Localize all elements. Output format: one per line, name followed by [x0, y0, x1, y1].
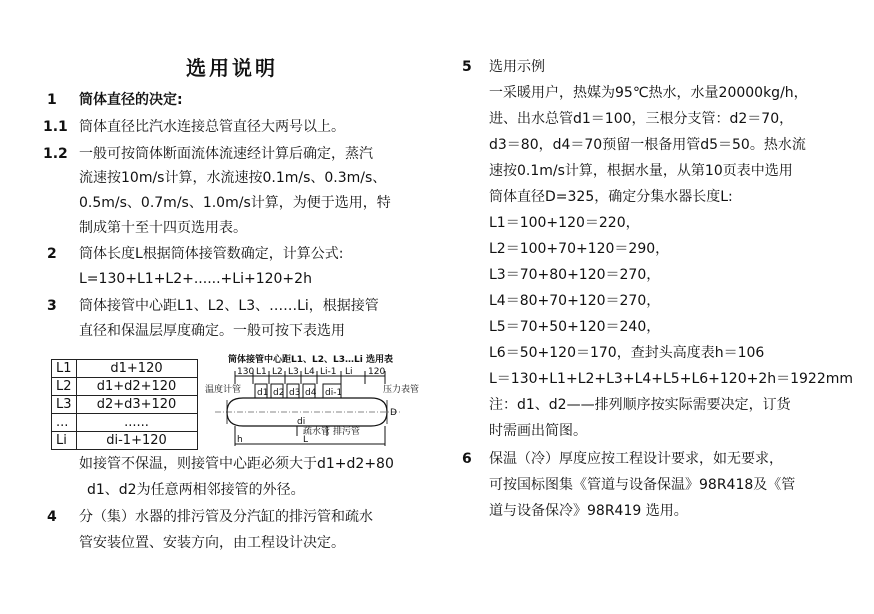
- dim-label: L1: [256, 367, 267, 377]
- page-title: 选用说明: [186, 56, 278, 80]
- pressure-gauge-pipe-label: 压力表管: [383, 385, 420, 395]
- section-1-2-line: 制成第十至十四页选用表。: [79, 220, 247, 236]
- insulation-note-line: d1、d2为任意两相邻接管的外径。: [87, 482, 305, 498]
- spacing-table: [51, 359, 198, 450]
- table-cell-value: ......: [76, 414, 197, 432]
- dim-label: Li: [345, 367, 353, 377]
- section-1-2-line: 一般可按筒体断面流体流速经计算后确定，蒸汽: [79, 146, 373, 162]
- pipe-label: d2: [273, 388, 285, 398]
- table-row: [52, 432, 198, 450]
- section-3-number: 3: [47, 298, 57, 314]
- dim-label: L2: [272, 367, 283, 377]
- note-line: 时需画出简图。: [489, 423, 587, 439]
- table-cell-value: d2+d3+120: [76, 396, 197, 414]
- drain-pipe-label: 疏水管: [303, 427, 331, 437]
- section-1-2-number: 1.2: [43, 146, 68, 162]
- section-3-line: 筒体接管中心距L1、L2、L3、……Li，根据接管: [79, 298, 379, 314]
- section-2-formula: L=130+L1+L2+......+Li+120+2h: [79, 271, 312, 287]
- section-1-1-number: 1.1: [43, 119, 68, 135]
- section-2-number: 2: [47, 246, 57, 262]
- table-cell-key: L2: [52, 378, 77, 396]
- calc-line: L3＝70+80+120＝270，: [489, 267, 661, 283]
- section-2-line: 筒体长度L根据筒体接管数确定，计算公式:: [79, 246, 344, 262]
- section-5-line: 一采暖用户，热媒为95℃热水，水量20000kg/h，: [489, 85, 808, 101]
- calc-total-line: L＝130+L1+L2+L3+L4+L5+L6+120+2h＝1922mm: [489, 371, 854, 387]
- dim-label: L3: [288, 367, 299, 377]
- table-row: [52, 396, 198, 414]
- section-1-2-line: 流速按10m/s计算，水流速按0.1m/s、0.3m/s、: [79, 170, 387, 186]
- length-label: L: [303, 435, 309, 445]
- section-5-number: 5: [462, 59, 472, 75]
- table-cell-value: di-1+120: [76, 432, 197, 450]
- section-6-line: 道与设备保冷》98R419 选用。: [489, 503, 688, 519]
- section-6-number: 6: [462, 451, 472, 467]
- calc-line: L4＝80+70+120＝270，: [489, 293, 661, 309]
- section-4-line: 管安装位置、安装方向，由工程设计决定。: [79, 535, 345, 551]
- section-1-number: 1: [47, 92, 57, 108]
- pipe-label: d1: [257, 388, 269, 398]
- pipe-label: d4: [305, 388, 317, 398]
- table-cell-key: Li: [52, 432, 77, 450]
- section-1-heading: 筒体直径的决定:: [79, 92, 183, 108]
- blowdown-pipe-label: 排污管: [333, 427, 361, 437]
- section-6-line: 保温（冷）厚度应按工程设计要求，如无要求，: [489, 451, 783, 467]
- table-row: [52, 360, 198, 378]
- section-1-2-line: 0.5m/s、0.7m/s、1.0m/s计算，为便于选用，特: [79, 195, 391, 211]
- inner-diameter-label: di: [297, 417, 306, 427]
- section-5-line: d3＝80，d4＝70预留一根备用管d5＝50。热水流: [489, 137, 806, 153]
- table-cell-key: ...: [52, 414, 77, 432]
- insulation-note-line: 如接管不保温，则接管中心距必须大于d1+d2+80: [79, 456, 394, 472]
- dim-label: L4: [304, 367, 315, 377]
- header-pipe-diagram: [205, 362, 420, 454]
- section-4-number: 4: [47, 509, 57, 525]
- note-line: 注：d1、d2——排列顺序按实际需要决定，订货: [489, 397, 791, 413]
- dim-label: 130: [237, 367, 255, 377]
- table-cell-key: L3: [52, 396, 77, 414]
- calc-line: L1＝100+120＝220，: [489, 215, 640, 231]
- section-4-line: 分（集）水器的排污管及分汽缸的排污管和疏水: [79, 509, 373, 525]
- table-cell-value: d1+d2+120: [76, 378, 197, 396]
- section-5-line: 选用示例: [489, 59, 545, 75]
- thermometer-pipe-label: 温度计管: [205, 385, 242, 395]
- diagram-title: 筒体接管中心距L1、L2、L3…Li 选用表: [228, 355, 393, 365]
- table-cell-key: L1: [52, 360, 77, 378]
- section-3-line: 直径和保温层厚度确定。一般可按下表选用: [79, 323, 345, 339]
- table-row: [52, 414, 198, 432]
- dim-label: 120: [368, 367, 386, 377]
- section-1-1-text: 筒体直径比汽水连接总管直径大两号以上。: [79, 119, 345, 135]
- section-5-line: 进、出水总管d1＝100，三根分支管：d2＝70，: [489, 111, 794, 127]
- diameter-label: D: [390, 408, 397, 418]
- pipe-label: d3: [289, 388, 301, 398]
- dim-label: Li-1: [320, 367, 337, 377]
- section-5-line: 速按0.1m/s计算，根据水量，从第10页表中选用: [489, 163, 793, 179]
- pipe-label: di-1: [325, 388, 343, 398]
- section-6-line: 可按国标图集《管道与设备保温》98R418及《管: [489, 477, 796, 493]
- table-row: [52, 378, 198, 396]
- calc-line: L5＝70+50+120＝240，: [489, 319, 661, 335]
- calc-line: L2＝100+70+120＝290，: [489, 241, 670, 257]
- table-cell-value: d1+120: [76, 360, 197, 378]
- head-height-label: h: [237, 435, 243, 445]
- section-5-line: 筒体直径D=325，确定分集水器长度L:: [489, 189, 733, 205]
- calc-line: L6＝50+120＝170，查封头高度表h＝106: [489, 345, 765, 361]
